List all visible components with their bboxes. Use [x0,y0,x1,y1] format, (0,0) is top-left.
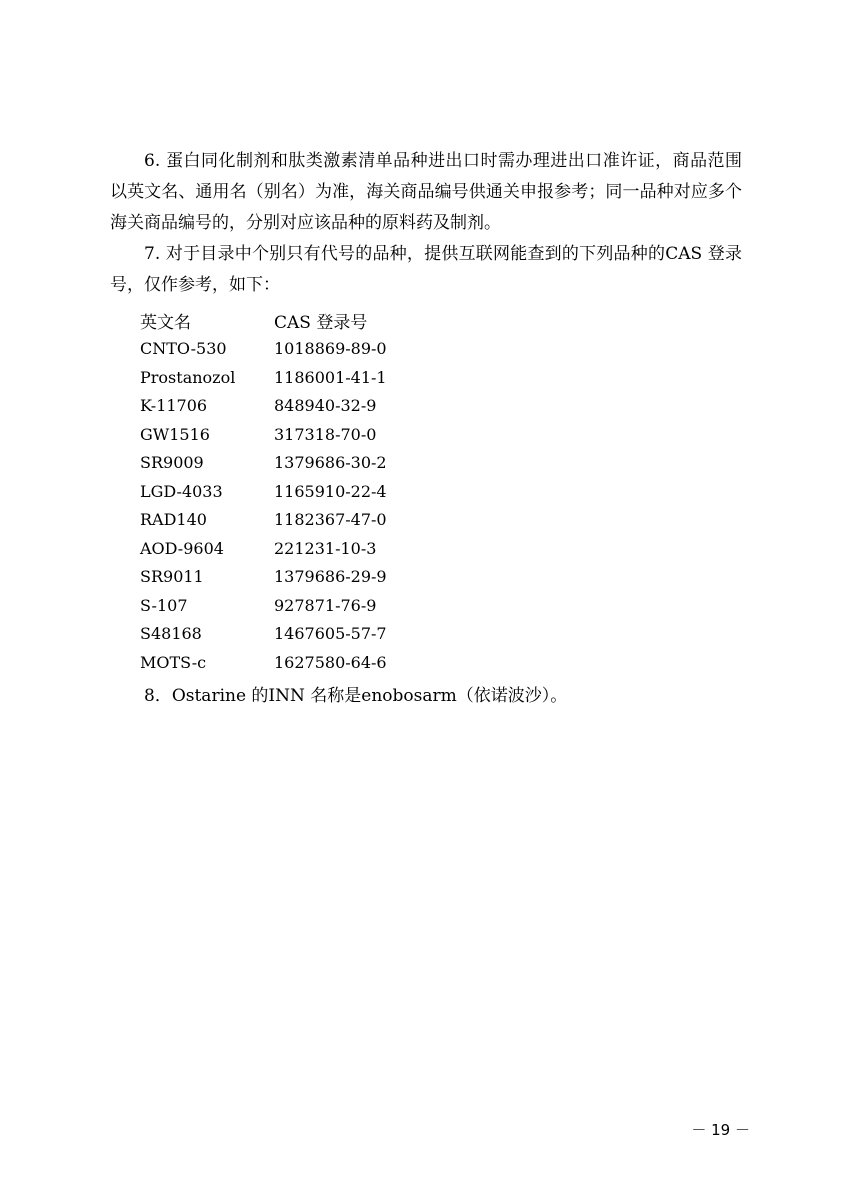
column-header-english-name: 英文名 [140,312,191,333]
english-name-cell: MOTS-c [140,652,207,672]
table-row [140,477,474,506]
cas-registry-table [140,306,474,677]
cas-number-cell: 317318-70-0 [274,424,377,444]
english-name-cell: AOD-9604 [140,538,224,558]
cas-number-cell: 927871-76-9 [274,595,377,615]
table-row [140,392,474,421]
cas-number-cell: 1186001-41-1 [274,367,387,387]
english-name-cell: Prostanozol [140,367,236,387]
english-name-cell: GW1516 [140,424,210,444]
table-row [140,648,474,677]
english-name-cell: CNTO-530 [140,339,227,359]
table-row [140,449,474,478]
table-header-row [140,306,474,335]
paragraph-item-8: 8．Ostarine 的INN 名称是enobosarm（依诺波沙）。 [144,686,568,706]
cas-number-cell: 1165910-22-4 [274,481,387,501]
page-number: － 19 － [691,1121,750,1139]
table-row [140,506,474,535]
english-name-cell: S-107 [140,595,188,615]
table-row [140,420,474,449]
english-name-cell: RAD140 [140,510,207,530]
table-row [140,335,474,364]
cas-number-cell: 221231-10-3 [274,538,377,558]
english-name-cell: S48168 [140,624,202,644]
table-row [140,563,474,592]
cas-number-cell: 1018869-89-0 [274,339,387,359]
table-row [140,534,474,563]
cas-number-cell: 848940-32-9 [274,396,377,416]
english-name-cell: LGD-4033 [140,481,223,501]
cas-number-cell: 1379686-30-2 [274,453,387,473]
table-row [140,363,474,392]
english-name-cell: K-11706 [140,396,208,416]
cas-number-cell: 1627580-64-6 [274,652,387,672]
table-row [140,591,474,620]
column-header-cas-number: CAS 登录号 [274,312,368,333]
english-name-cell: SR9011 [140,567,204,587]
cas-number-cell: 1182367-47-0 [274,510,387,530]
cas-number-cell: 1379686-29-9 [274,567,387,587]
paragraph-item-6: 6. 蛋白同化制剂和肽类激素清单品种进出口时需办理进出口准许证，商品范围以英文名、通用名（别名）为准，海关商品编号供通关申报参考；同一品种对应多个海关商品编号的，分别对应该品种的原料药及制剂。 [110,151,742,233]
english-name-cell: SR9009 [140,453,204,473]
cas-number-cell: 1467605-57-7 [274,624,387,644]
table-row [140,620,474,649]
paragraph-item-7: 7. 对于目录中个别只有代号的品种，提供互联网能查到的下列品种的CAS 登录号，仅作参考，如下： [110,244,742,295]
